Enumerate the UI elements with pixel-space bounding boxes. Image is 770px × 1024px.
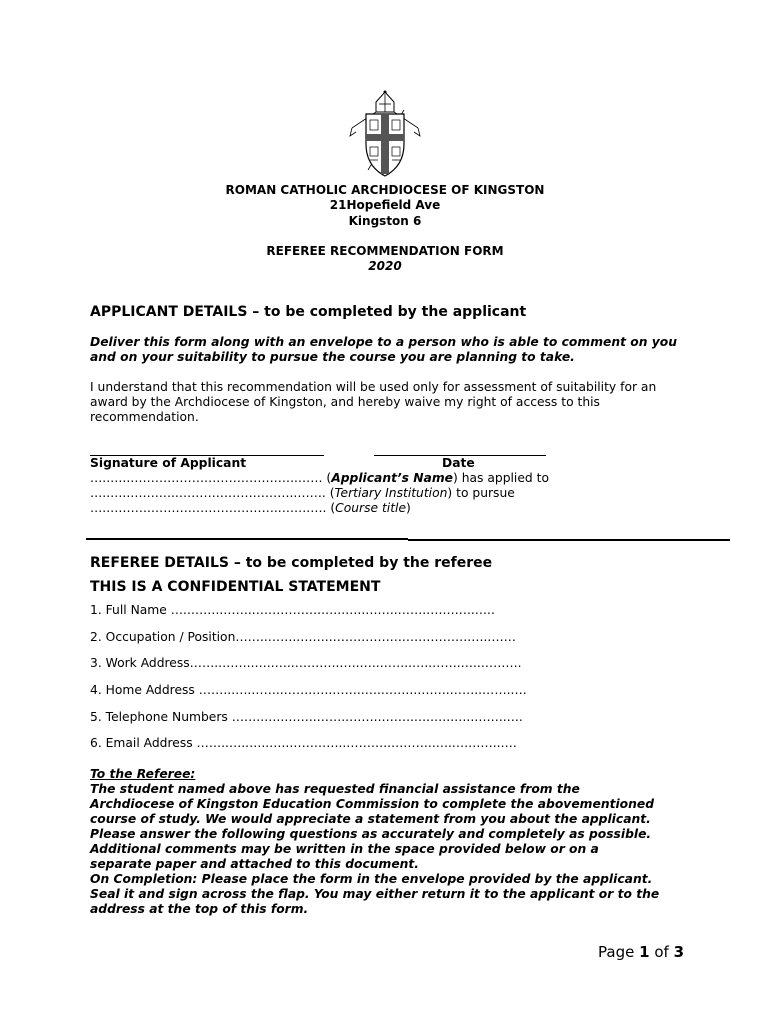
- signature-label: Signature of Applicant: [90, 456, 247, 470]
- row-tail: ) to pursue: [447, 486, 515, 500]
- address-line-1: 21Hopefield Ave: [329, 198, 441, 212]
- course-title-row[interactable]: [90, 501, 411, 516]
- occupation-field[interactable]: 2. Occupation / Position……..……..……..…….…….….…………….…..……: [90, 630, 516, 644]
- tertiary-institution-label: Tertiary Institution: [334, 486, 448, 500]
- waiver-statement: I understand that this recommendation will be used only for assessment of suitability for an award by the Archdiocese of Kingston, and hereby waive my right of access to this recommendation.: [90, 380, 657, 424]
- page-current: 1: [639, 943, 650, 961]
- of-word: of: [654, 943, 669, 961]
- form-title: REFEREE RECOMMENDATION FORM: [266, 244, 504, 258]
- dots: …..…..…….…..………………………..……. (: [90, 486, 335, 500]
- address-line-2: Kingston 6: [348, 214, 422, 228]
- form-year: 2020: [368, 259, 402, 273]
- section-divider-left: [86, 538, 408, 540]
- course-title-label: Course title: [335, 501, 407, 515]
- full-name-field[interactable]: 1. Full Name …..……..……..……………..…..…..……..…….….……..…..: [90, 603, 495, 617]
- tertiary-institution-row[interactable]: [90, 486, 515, 501]
- date-label: Date: [442, 456, 475, 470]
- referee-note-line: Seal it and sign across the flap. You may either return it to the applicant or to the: [90, 887, 660, 901]
- confidential-heading: THIS IS A CONFIDENTIAL STATEMENT: [90, 579, 381, 595]
- org-name: ROMAN CATHOLIC ARCHDIOCESE OF KINGSTON: [225, 183, 545, 197]
- row-tail: ) has applied to: [453, 471, 549, 485]
- applicant-instruction: Deliver this form along with an envelope to a person who is able to comment on you and on your suitability to pursue the course you are planning to take.: [90, 335, 677, 364]
- applicant-name-row[interactable]: [90, 471, 549, 486]
- applicant-name-label: Applicant’s Name: [331, 471, 454, 485]
- referee-note-line: separate paper and attached to this document.: [90, 857, 419, 871]
- referee-note-line: address at the top of this form.: [90, 902, 309, 916]
- work-address-field[interactable]: 3. Work Address……..……..…..…..………..…..…..……..…..…….…..……….: [90, 656, 522, 670]
- page-total: 3: [673, 943, 685, 961]
- page-number: [598, 942, 684, 962]
- referee-note-line: course of study. We would appreciate a statement from you about the applicant.: [90, 812, 651, 826]
- coat-of-arms-icon: [346, 90, 424, 180]
- referee-heading: REFEREE DETAILS – to be completed by the referee: [90, 555, 493, 571]
- email-field[interactable]: 6. Email Address ……..…..…..…..…………..………..………..…..………..….: [90, 736, 517, 750]
- applicant-heading: APPLICANT DETAILS – to be completed by the applicant: [90, 304, 527, 320]
- home-address-field[interactable]: 4. Home Address ……..…..……..…….…..……..…..……..……..……..……..…: [90, 683, 527, 697]
- section-divider-right: [408, 539, 730, 541]
- to-referee-heading: To the Referee:: [90, 767, 196, 781]
- referee-note-line: The student named above has requested financial assistance from the: [90, 782, 580, 796]
- row-tail: ): [406, 501, 411, 515]
- dots: …..…..…………………………………..…… (: [90, 471, 332, 485]
- page-word: Page: [598, 943, 635, 961]
- referee-note-line: Please answer the following questions as accurately and completely as possible.: [90, 827, 652, 841]
- referee-note-line: Archdiocese of Kingston Education Commission to complete the abovementioned: [90, 797, 655, 811]
- referee-note-line: Additional comments may be written in the space provided below or on a: [90, 842, 599, 856]
- referee-note-line: On Completion: Please place the form in the envelope provided by the applicant.: [90, 872, 653, 886]
- dots: …..……….…………………………..…….…. (: [90, 501, 336, 515]
- telephone-field[interactable]: 5. Telephone Numbers ……..…..……..……..……..……..…..…..…..……..….: [90, 710, 523, 724]
